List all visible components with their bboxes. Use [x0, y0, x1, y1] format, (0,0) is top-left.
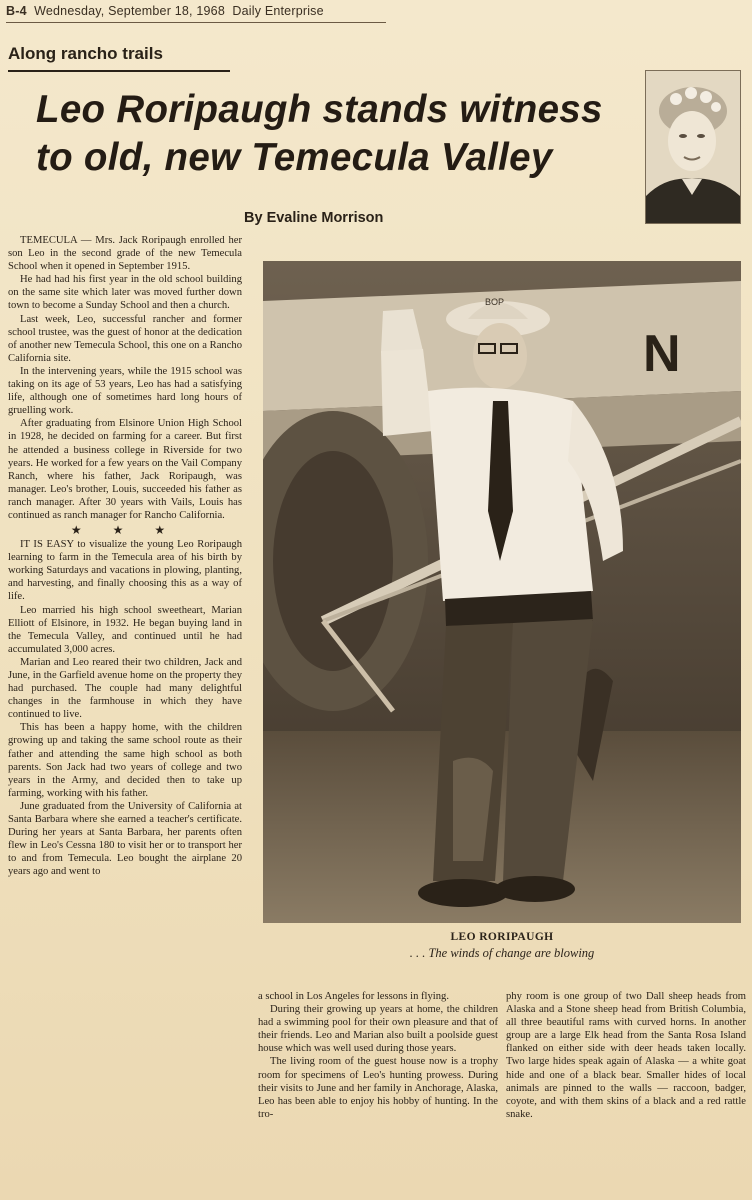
folio-rule — [6, 22, 386, 23]
author-portrait-image — [646, 71, 740, 223]
article-column-3 — [506, 990, 746, 1121]
paragraph: phy room is one group of two Dall sheep heads from Alaska and a Stone sheep head from British Columbia, all three beautiful rams with curved horns. In another group are a large Elk head from the Santa Rosa Island flanked on either side with deer heads taken locally. Two large hides speak again of Alaska — a white goat hide and one of a black bear. Smaller hides of local animals are pinned to the walls — raccoon, badger, coyote, and with them skins of a black and a red rattle snake. — [506, 991, 746, 1120]
paragraph: This has been a happy home, with the children growing up and taking the same school route as their father and attending the same high school as both parents. Son Jack had two years of college and two years in the Army, and decided then to take up farming, working with his father. — [8, 722, 242, 799]
leo-roripaugh-photo — [263, 261, 741, 923]
headline-line-2: to old, new Temecula Valley — [36, 136, 553, 179]
paragraph: TEMECULA — Mrs. Jack Roripaugh enrolled her son Leo in the second grade of the new Temecula School when it opened in September 1915. — [8, 235, 242, 273]
kicker-rule — [8, 70, 230, 72]
photo-caption-subtitle: . . . The winds of change are blowing — [409, 946, 595, 960]
paragraph: a school in Los Angeles for lessons in flying. — [258, 991, 449, 1002]
paragraph: IT IS EASY to visualize the young Leo Roripaugh learning to farm in the Temecula area of his birth by working Saturdays and vacations in plowing, planting, and harvesting, and finally choosing this as a way of life. — [8, 539, 242, 603]
headline-line-1: Leo Roripaugh stands witness — [36, 88, 603, 131]
folio-date: Wednesday, September 18, 1968 — [34, 4, 225, 18]
paragraph: After graduating from Elsinore Union High School in 1928, he decided on farming for a career. But first he attended a business college in Riverside for two years. He worked for a few years on the Vail Company Ranch, where his father, Jack Roripaugh, was manager. Leo's brother, Louis, succeeded his father as ranch manager. After 30 years with Vails, Louis has continued as ranch manager for Rancho California. — [8, 418, 242, 521]
paragraph: Last week, Leo, successful rancher and former school trustee, was the guest of honor at the dedication of another new Temecula School, this one on a Rancho California site. — [8, 313, 242, 364]
byline: By Evaline Morrison — [244, 210, 384, 226]
plane-registration-letter: N — [643, 325, 681, 383]
paragraph: During their growing up years at home, the children had a swimming pool for their own pleasure and that of their friends. Leo and Marian also built a poolside guest house which was well used during those years. — [258, 1004, 498, 1055]
article-column-2 — [258, 990, 498, 1121]
paragraph: Marian and Leo reared their two children, Jack and June, in the Garfield avenue home on the property they had purchased. The couple had many delightful changes in the farmhouse in which they have continued to live. — [8, 656, 242, 721]
paragraph: June graduated from the University of California at Santa Barbara where she earned a teacher's certificate. During her years at Santa Barbara, her parents often flew in Leo's Cessna 180 to visit her or to transport her to and from Temecula. Leo bought the airplane 20 years ago and went to — [8, 800, 242, 878]
folio-paper: Daily Enterprise — [232, 4, 324, 18]
headline — [36, 86, 646, 182]
photo-caption-name: LEO RORIPAUGH — [450, 931, 554, 943]
folio-line — [6, 4, 324, 18]
paragraph: The living room of the guest house now is a trophy room for specimens of Leo's hunting prowess. During their visits to June and her family in Anchorage, Alaska, Leo has been able to enjoy his hobby of hunting. In the tro- — [258, 1056, 498, 1120]
paragraph: He had had his first year in the old school building on the same site which later was moved further down town to become a Sunday School and then a church. — [8, 274, 242, 312]
hat-band-text: BOP — [485, 297, 505, 307]
page-number: B-4 — [6, 4, 27, 18]
author-portrait — [645, 70, 741, 224]
article-column-1 — [8, 234, 242, 879]
feature-photo — [263, 261, 741, 923]
paragraph: Leo married his high school sweetheart, Marian Elliott of Elsinore, in 1932. He began buying land in the Temecula Valley, and continued until he had accumulated 3,000 acres. — [8, 604, 242, 655]
section-stars: ★ ★ ★ — [70, 523, 180, 538]
column-kicker: Along rancho trails — [8, 44, 163, 63]
paragraph: In the intervening years, while the 1915 school was taking on its age of 53 years, Leo has had a satisfying life, although one of sometimes hard long hours of gruelling work. — [8, 365, 242, 417]
